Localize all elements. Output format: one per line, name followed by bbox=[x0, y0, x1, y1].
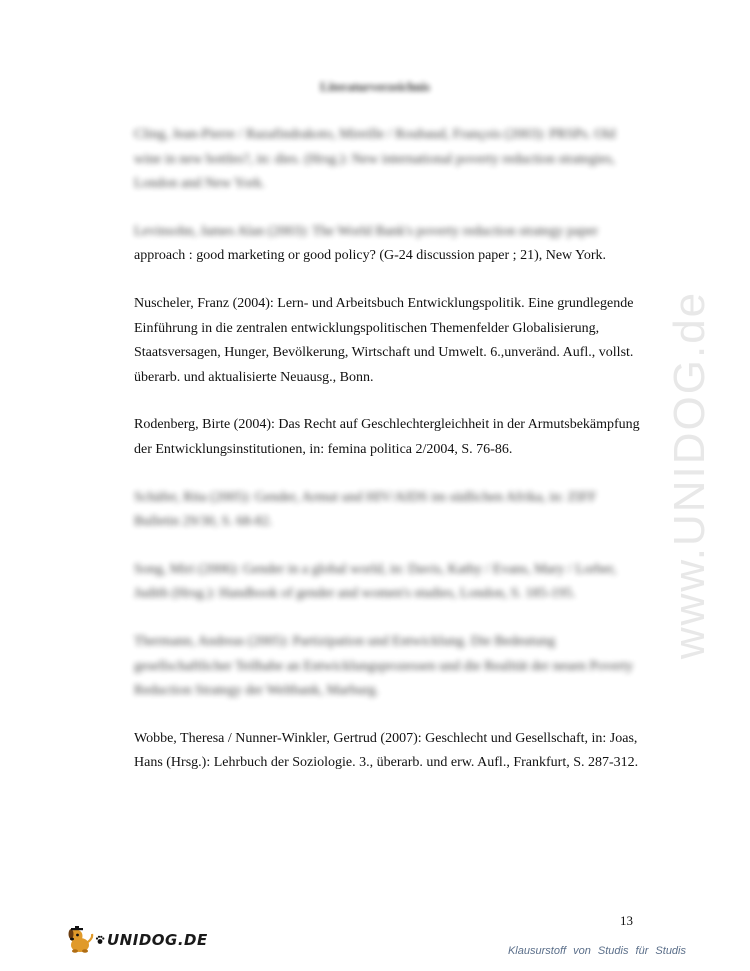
page-number: 13 bbox=[620, 913, 633, 928]
entry-line: Bulletin 29/30, S. 68-82. bbox=[134, 514, 273, 530]
entry-line: wine in new bottles?, in: dies. (Hrsg.): New international poverty reduction strategies, bbox=[134, 151, 615, 167]
entry-line: Schäfer, Rita (2005): Gender, Armut und HIV/AIDS im südlichen Afrika, in: ZIFF bbox=[134, 489, 597, 505]
page-title: Literaturverzeichnis bbox=[320, 80, 430, 94]
logo-text: UNIDOG.DE bbox=[107, 931, 208, 949]
entry-line: Rodenberg, Birte (2004): Das Recht auf Geschlechtergleichheit in der Armutsbekämpfung bbox=[134, 417, 640, 433]
bibliography-entry bbox=[134, 292, 644, 390]
entry-line: Cling, Jean-Pierre / Razafindrakoto, Mireille / Roubaud, François (2003): PRSPs. Old bbox=[134, 127, 616, 142]
entry-line: Einführung in die zentralen entwicklungspolitischen Themenfelder Globalisierung, bbox=[134, 320, 600, 336]
footer-logo[interactable] bbox=[66, 925, 208, 955]
bibliography-entry bbox=[134, 123, 644, 197]
bibliography-entry bbox=[134, 558, 644, 607]
entry-line: gesellschaftlicher Teilhabe an Entwicklungsprozessen und die Realität der neuen Poverty bbox=[134, 658, 634, 674]
entry-line: überarb. und aktualisierte Neuausg., Bonn. bbox=[134, 369, 374, 385]
entry-line: Judith (Hrsg.): Handbook of gender and women's studies, London, S. 185-195. bbox=[134, 586, 576, 602]
bibliography-entry bbox=[134, 486, 644, 535]
entry-line: Levinsohn, James Alan (2003): The World Bank's poverty reduction strategy paper bbox=[134, 223, 598, 239]
entry-line: Thermann, Andreas (2005): Partizipation und Entwicklung. Die Bedeutung bbox=[134, 633, 556, 649]
entry-line: Staatsversagen, Hunger, Bevölkerung, Wirtschaft und Umwelt. 6.,unveränd. Aufl., vollst. bbox=[134, 345, 634, 361]
entry-line: Hans (Hrsg.): Lehrbuch der Soziologie. 3., überarb. und erw. Aufl., Frankfurt, S. 287-312. bbox=[134, 755, 639, 771]
bibliography-entry bbox=[134, 630, 644, 704]
entry-line: der Entwicklungsinstitutionen, in: femina politica 2/2004, S. 76-86. bbox=[134, 441, 513, 457]
entry-line: Song, Miri (2006): Gender in a global world, in: Davis, Kathy / Evans, Mary / Lorber, bbox=[134, 561, 617, 577]
entry-line: Wobbe, Theresa / Nunner-Winkler, Gertrud (2007): Geschlecht und Gesellschaft, in: Joas, bbox=[134, 730, 638, 746]
entry-line: approach : good marketing or good policy? (G-24 discussion paper ; 21), New York. bbox=[134, 248, 607, 264]
bibliography-entry bbox=[134, 220, 644, 269]
bibliography-entry bbox=[134, 413, 644, 462]
entry-line: London and New York. bbox=[134, 176, 266, 192]
dog-mascot-icon bbox=[66, 925, 94, 955]
entry-line: Reduction Strategy der Weltbank, Marburg. bbox=[134, 683, 379, 699]
footer-tagline: Klausurstoff von Studis für Studis bbox=[507, 945, 686, 957]
bibliography-entry bbox=[134, 727, 644, 776]
entry-line: Nuscheler, Franz (2004): Lern- und Arbeitsbuch Entwicklungspolitik. Eine grundlegende bbox=[134, 295, 634, 311]
paw-icon bbox=[95, 935, 105, 945]
bibliography-list bbox=[134, 123, 644, 799]
watermark: www.UNIDOG.de bbox=[665, 290, 714, 660]
